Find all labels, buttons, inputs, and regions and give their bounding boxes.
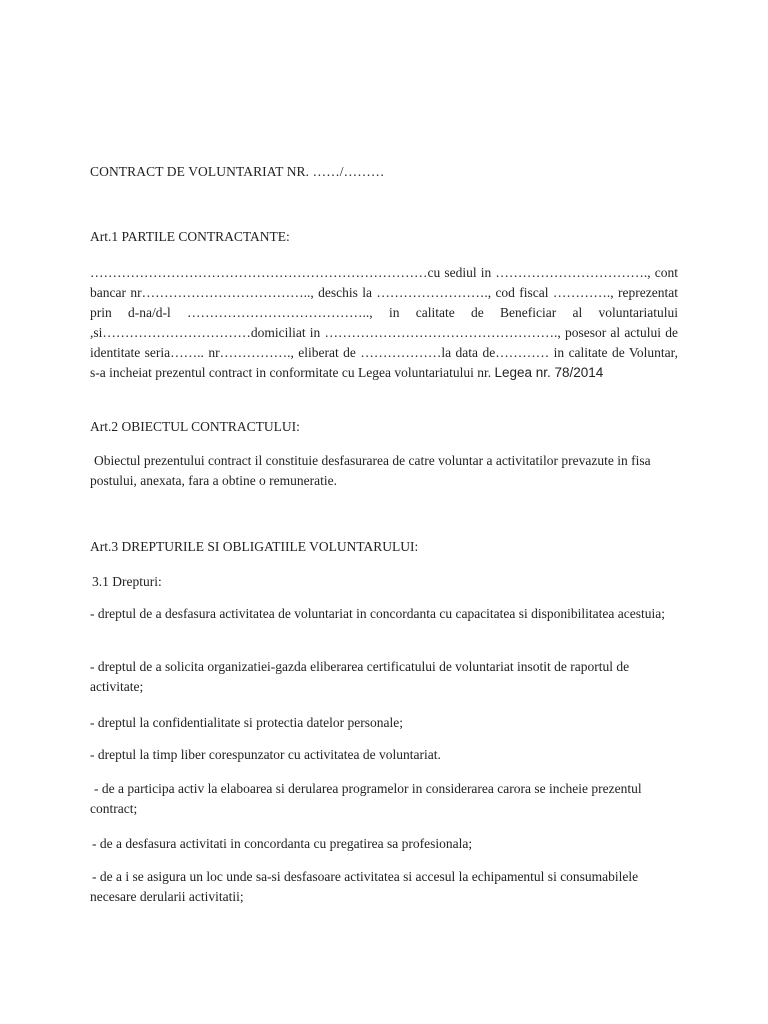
article-1-parties-text: …………………………………………………………………cu sediul in ……………………………., cont bancar nr……………………………….., deschis la ……………………., cod fiscal …………., reprezentat prin d-na/d-l ………………………………….., in calitate de Beneficiar al voluntariatului ,si……………………………domiciliat in ……………………………………………., posesor al actului de identitate seria…….. nr……………., eliberat de ………………la data de………… in calitate de Voluntar, s-a incheiat prezentul contract in conformitate cu Legea voluntariatului nr.: [90, 265, 678, 380]
rights-subheading: 3.1 Drepturi:: [92, 574, 162, 589]
article-1-heading: Art.1 PARTILE CONTRACTANTE:: [90, 229, 290, 244]
right-item: - dreptul la confidentialitate si protectia datelor personale;: [90, 715, 403, 730]
article-2-heading: Art.2 OBIECTUL CONTRACTULUI:: [90, 419, 300, 434]
law-reference: Legea nr. 78/2014: [494, 365, 604, 380]
right-item: - de a desfasura activitati in concordanta cu pregatirea sa profesionala;: [92, 836, 473, 851]
article-2-object-paragraph: Obiectul prezentului contract il constituie desfasurarea de catre voluntar a activitatilor prevazute in fisa postului, anexata, fara a obtine o remuneratie.: [90, 453, 651, 488]
article-3-heading: Art.3 DREPTURILE SI OBLIGATIILE VOLUNTARULUI:: [90, 539, 419, 554]
article-1-parties-paragraph: [90, 263, 678, 383]
right-item: - dreptul la timp liber corespunzator cu activitatea de voluntariat.: [90, 747, 441, 762]
contract-title: CONTRACT DE VOLUNTARIAT NR. ……/………: [90, 164, 385, 179]
right-item: - dreptul de a desfasura activitatea de voluntariat in concordanta cu capacitatea si disponibilitatea acestuia;: [90, 606, 665, 621]
right-item: - de a i se asigura un loc unde sa-si desfasoare activitatea si accesul la echipamentul si consumabilele necesare derularii activitatii;: [90, 869, 639, 904]
right-item: - dreptul de a solicita organizatiei-gazda eliberarea certificatului de voluntariat insotit de raportul de activitate;: [90, 659, 630, 694]
right-item: - de a participa activ la elaboarea si derularea programelor in considerarea carora se incheie prezentul contract;: [90, 781, 642, 816]
